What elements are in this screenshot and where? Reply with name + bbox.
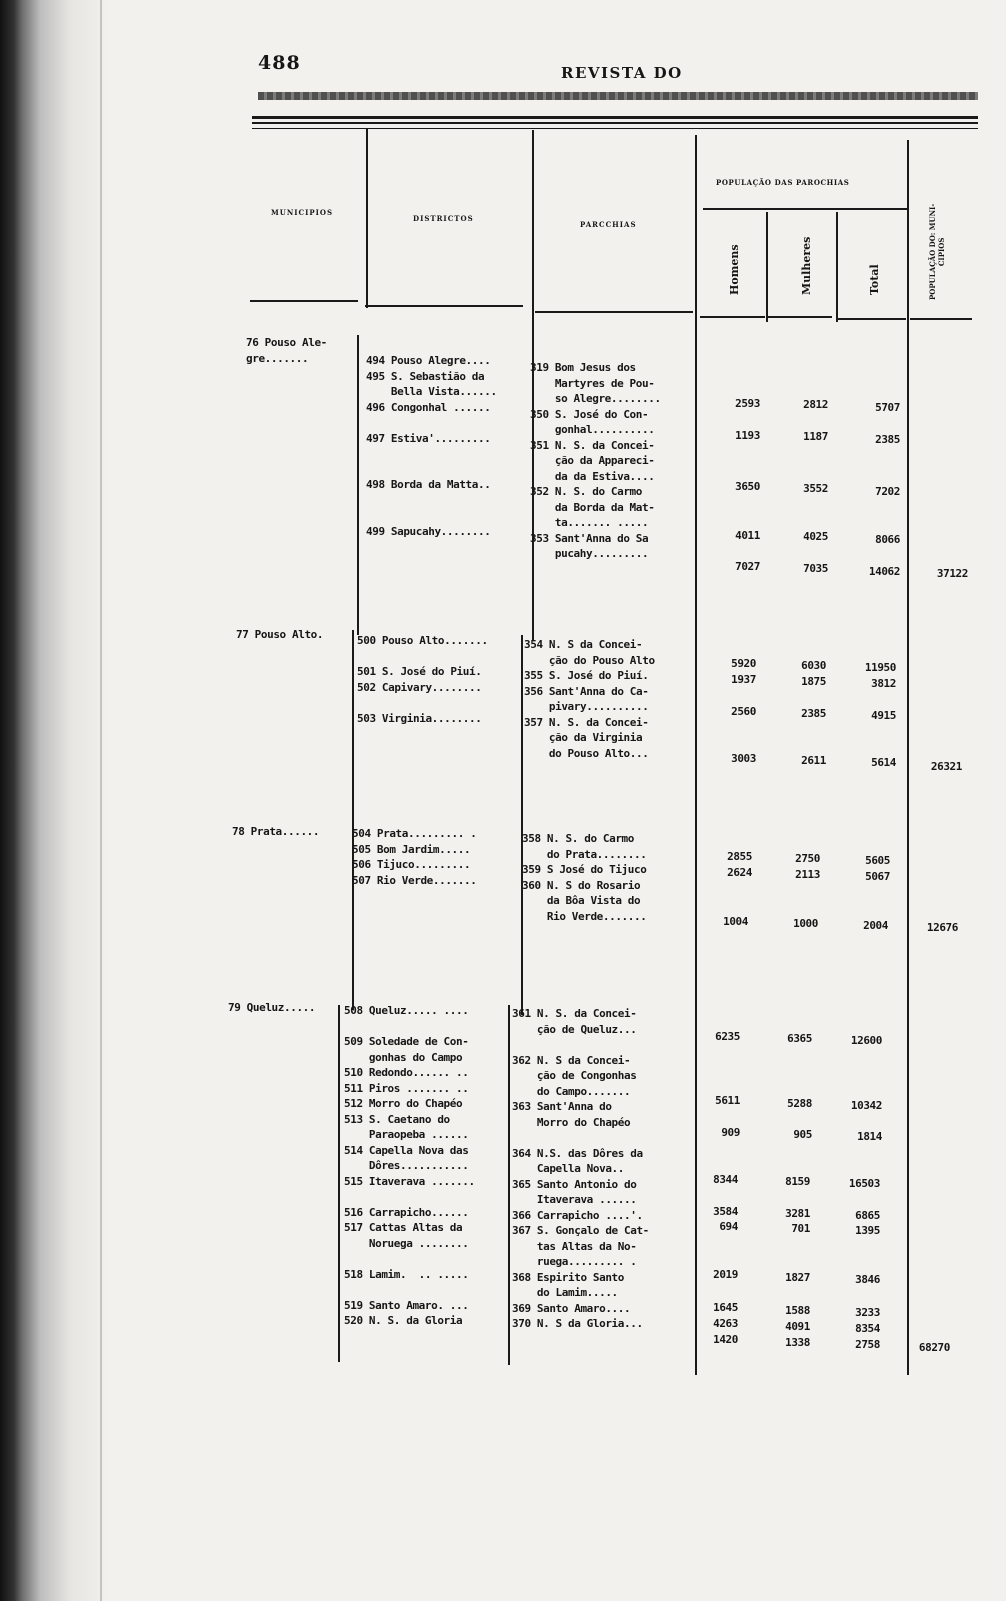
table-top-rule-3	[252, 128, 978, 129]
homens-cell: 2855	[727, 850, 752, 863]
total-cell: 2385	[875, 433, 900, 446]
total-cell: 14062	[868, 565, 900, 578]
header-bottom-rule-mulheres	[768, 316, 832, 318]
districtos-78: 504 Prata......... . 505 Bom Jardim..... 506 Tijuco......... 507 Rio Verde.......	[352, 827, 477, 887]
mulheres-cell: 2750	[795, 852, 820, 865]
homens-cell: 1420	[713, 1333, 738, 1346]
homens-cell: 7027	[735, 560, 760, 573]
parochias-79: 361 N. S. da Concei- ção de Queluz... 362 N. S da Concei- ção de Congonhas do Campo....... 363 Sant'Anna do Morro do Chapéo 364 N.S. das Dôres da Capella Nova.. 365 Santo Antonio do Itaverava ...... 366 Carrapicho ....'. 367 S. Gonçalo de Cat- tas Altas da No- ruega......... . 368 Espirito Santo do Lamim..... 369 Santo Amaro.... 370 N. S da Gloria...	[512, 1007, 649, 1330]
header-parochias: PARCCHIAS	[580, 220, 637, 229]
homens-cell: 1937	[731, 673, 756, 686]
mulheres-cell: 1827	[785, 1271, 810, 1284]
mulheres-cell: 7035	[803, 562, 828, 575]
binding-edge	[100, 0, 102, 1601]
municipio-79: 79 Queluz.....	[228, 1001, 316, 1014]
total-cell: 11950	[864, 661, 896, 674]
municipio-population-78: 12676	[926, 921, 958, 934]
total-cell: 10342	[850, 1099, 882, 1112]
mulheres-cell: 1338	[785, 1336, 810, 1349]
homens-cell: 2624	[727, 866, 752, 879]
homens-cell: 2593	[735, 397, 760, 410]
homens-cell: 5920	[731, 657, 756, 670]
mulheres-cell: 701	[791, 1222, 810, 1235]
mulheres-cell: 1000	[793, 917, 818, 930]
municipio-population-77: 26321	[930, 760, 962, 773]
total-cell: 12600	[850, 1034, 882, 1047]
table-top-rule-2	[252, 122, 978, 124]
mulheres-cell: 6365	[787, 1032, 812, 1045]
total-cell: 16503	[848, 1177, 880, 1190]
table-top-rule	[252, 116, 978, 119]
municipio-population-76: 37122	[936, 567, 968, 580]
col-rule-2b	[521, 635, 523, 1015]
header-populacao-parochias: POPULAÇÃO DAS PAROCHIAS	[716, 178, 850, 187]
population-subheader-rule	[703, 208, 908, 210]
running-head: REVISTA DO	[561, 64, 683, 82]
homens-cell: 2019	[713, 1268, 738, 1281]
mulheres-cell: 3552	[803, 482, 828, 495]
page-gutter-shadow	[0, 0, 110, 1601]
municipio-76: 76 Pouso Ale- gre.......	[246, 336, 327, 365]
homens-cell: 694	[719, 1220, 738, 1233]
mulheres-cell: 2113	[795, 868, 820, 881]
mulheres-cell: 4025	[803, 530, 828, 543]
col-rule-1c	[338, 1005, 340, 1362]
total-cell: 3233	[855, 1306, 880, 1319]
homens-cell: 2560	[731, 705, 756, 718]
total-cell: 1395	[855, 1224, 880, 1237]
parochias-76: 319 Bom Jesus dos Martyres de Pou- so Alegre........ 350 S. José do Con- gonhal.......... 351 N. S. da Concei- ção da Appareci- da da Estiva.... 352 N. S. do Carmo da Borda da Mat- ta....... ..... 353 Sant'Anna do Sa pucahy.........	[530, 361, 661, 560]
total-cell: 8066	[875, 533, 900, 546]
homens-cell: 8344	[713, 1173, 738, 1186]
mulheres-cell: 2385	[801, 707, 826, 720]
mulheres-cell: 905	[793, 1128, 812, 1141]
homens-cell: 3584	[713, 1205, 738, 1218]
districtos-76: 494 Pouso Alegre.... 495 S. Sebastião da Bella Vista...... 496 Congonhal ...... 497 Estiva'......... 498 Borda da Matta.. 499 Sapucahy........	[366, 354, 497, 538]
header-populacao-municipios: POPULAÇÃO DO: MUNI- CIPIOS	[928, 203, 946, 300]
mulheres-cell: 8159	[785, 1175, 810, 1188]
header-municipios: MUNICIPIOS	[271, 208, 334, 217]
mulheres-cell: 2611	[801, 754, 826, 767]
total-cell: 7202	[875, 485, 900, 498]
col-rule-4	[766, 212, 768, 322]
homens-cell: 3650	[735, 480, 760, 493]
parochias-77: 354 N. S da Concei- ção do Pouso Alto 355 S. José do Piuí. 356 Sant'Anna do Ca- pivary.......... 357 N. S. da Concei- ção da Virginia do Pouso Alto...	[524, 638, 655, 760]
header-mulheres: Mulheres	[800, 236, 813, 295]
mulheres-cell: 5288	[787, 1097, 812, 1110]
header-bottom-rule-total	[838, 318, 906, 320]
total-cell: 8354	[855, 1322, 880, 1335]
header-bottom-rule-municipio-pop	[910, 318, 972, 320]
col-rule-6	[907, 140, 909, 1375]
mulheres-cell: 3281	[785, 1207, 810, 1220]
header-bottom-rule-parochias	[535, 311, 693, 313]
homens-cell: 1004	[723, 915, 748, 928]
col-rule-1a	[357, 335, 359, 635]
header-bottom-rule-districtos	[365, 305, 523, 307]
mulheres-cell: 1875	[801, 675, 826, 688]
districtos-77: 500 Pouso Alto....... 501 S. José do Piuí. 502 Capivary........ 503 Virginia........	[357, 634, 488, 725]
mulheres-cell: 1187	[803, 430, 828, 443]
col-rule-3	[695, 135, 697, 1375]
col-rule-2c	[508, 1005, 510, 1365]
homens-cell: 3003	[731, 752, 756, 765]
total-cell: 5605	[865, 854, 890, 867]
total-cell: 6865	[855, 1209, 880, 1222]
total-cell: 1814	[857, 1130, 882, 1143]
homens-cell: 4263	[713, 1317, 738, 1330]
total-cell: 3846	[855, 1273, 880, 1286]
header-total: Total	[868, 264, 881, 295]
total-cell: 3812	[871, 677, 896, 690]
total-cell: 5707	[875, 401, 900, 414]
header-ornament-rule	[258, 92, 978, 100]
homens-cell: 4011	[735, 529, 760, 542]
mulheres-cell: 2812	[803, 398, 828, 411]
total-cell: 2758	[855, 1338, 880, 1351]
page-number: 488	[258, 52, 301, 74]
mulheres-cell: 4091	[785, 1320, 810, 1333]
municipio-78: 78 Prata......	[232, 825, 320, 838]
total-cell: 2004	[863, 919, 888, 932]
municipio-77: 77 Pouso Alto.	[236, 628, 324, 641]
homens-cell: 1645	[713, 1301, 738, 1314]
districtos-79: 508 Queluz..... .... 509 Soledade de Con- gonhas do Campo 510 Redondo...... .. 511 Piros ....... .. 512 Morro do Chapéo 513 S. Caetano do Paraopeba ...... 514 Capella Nova das Dôres........... 515 Itaverava ....... 516 Carrapicho...... 517 Cattas Altas da Noruega ........ 518 Lamim. .. ..... 519 Santo Amaro. ... 520 N. S. da Gloria	[344, 1004, 475, 1327]
col-rule-1-header	[366, 128, 368, 308]
homens-cell: 909	[721, 1126, 740, 1139]
total-cell: 5614	[871, 756, 896, 769]
mulheres-cell: 1588	[785, 1304, 810, 1317]
homens-cell: 6235	[715, 1030, 740, 1043]
parochias-78: 358 N. S. do Carmo do Prata........ 359 S José do Tijuco 360 N. S do Rosario da Bôa Vista do Rio Verde.......	[522, 832, 647, 923]
homens-cell: 5611	[715, 1094, 740, 1107]
total-cell: 4915	[871, 709, 896, 722]
header-homens: Homens	[728, 244, 741, 295]
col-rule-5	[836, 212, 838, 322]
total-cell: 5067	[865, 870, 890, 883]
header-districtos: DISTRICTOS	[413, 214, 474, 223]
homens-cell: 1193	[735, 429, 760, 442]
municipio-population-79: 68270	[918, 1341, 950, 1354]
mulheres-cell: 6030	[801, 659, 826, 672]
col-rule-1b	[352, 630, 354, 1010]
header-bottom-rule-homens	[700, 316, 765, 318]
header-bottom-rule-municipios	[250, 300, 358, 302]
